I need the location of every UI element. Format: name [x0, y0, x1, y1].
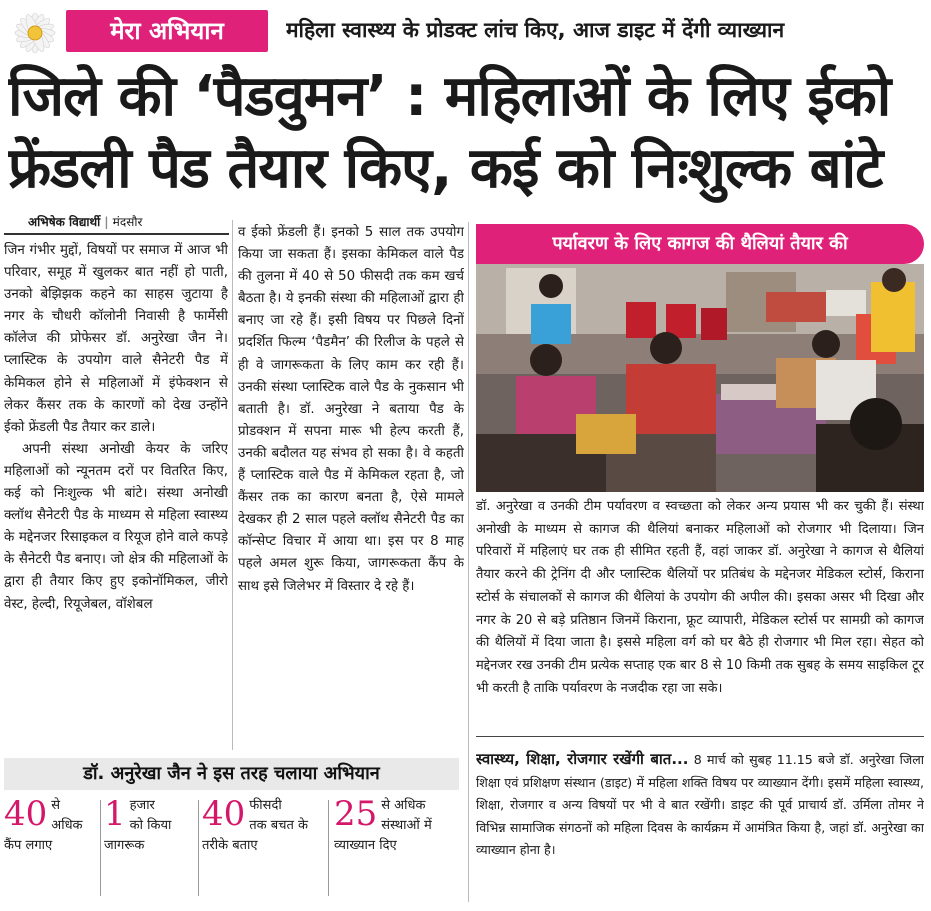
column-1-paragraph-1: जिन गंभीर मुद्दों, विषयों पर समाज में आज भी परिवार, समूह में खुलकर बात नहीं हो पाती, उनको बेझिझक कहने का साहस जुटाया है नगर के चौधरी कॉलोनी निवासी है फार्मेसी कॉलेज की प्रोफेसर डॉ. अनुरेखा जैन ने। प्लास्टिक के उपयोग वाले सैनेटरी पैड में केमिकल होने से महिलाओं में इंफेक्शन से लेकर कैंसर तक के कारणों को देख उन्होंने ईको फ्रेंडली पैड तैयार कर डाले।	[4, 243, 228, 435]
stat-label: कैंप लगाए	[4, 838, 53, 853]
feature-divider	[468, 222, 469, 902]
event-box-lead: स्वास्थ्य, शिक्षा, रोजगार रखेंगी बात...	[476, 750, 689, 768]
news-photo	[476, 264, 924, 492]
stat-number: 40	[202, 794, 246, 834]
column-2-paragraph-1: व ईको फ्रेंडली हैं। इनको 5 साल तक उपयोग किया जा सकता हैं। इसका केमिकल वाले पैड की तुलना में 40 से 50 फीसदी तक कम खर्च बैठता है। ये इनकी संस्था की महिलाओं द्वारा ही बनाए जा रहे हैं। इसी विषय पर पिछले दिनों प्रदर्शित फिल्म ‘पैडमैन’ की रिलीज के पहले से ही वे जागरूकता के लिए काम कर रही हैं। उनकी संस्था प्लास्टिक वाले पैड के नुकसान भी बताती है। डॉ. अनुरेखा ने बताया पैड के प्रोडक्शन में सपना मारू भी हेल्प करती हैं, उनकी बदौलत यह संभव हो सका है। वे कहती हैं प्लास्टिक वाले पैड में केमिकल रहता है, जो कैंसर तक का कारण बनता है, ऐसे मामले देखकर ही 2 साल पहले क्लॉथ सैनेटरी पैड का कॉन्सेप्ट विचार में आया था। इस पर 8 माह पहले अमल शुरू किया, जागरूकता कैंप के साथ इसे जिलेभर में विस्तार दे रहे हैं।	[238, 225, 464, 594]
byline-location: मंदसौर	[112, 215, 143, 229]
headline-line-1: जिले की ‘पैडवुमन’ : महिलाओं के लिए ईको	[8, 64, 891, 129]
stat-label: फीसदी	[249, 798, 282, 813]
byline	[28, 213, 142, 230]
stat-label: तरीके बताए	[202, 838, 258, 853]
box-divider	[476, 736, 924, 737]
photo-heading: पर्यावरण के लिए कागज की थैलियां तैयार की	[476, 224, 924, 264]
stat-savings	[202, 796, 322, 856]
campaign-title: डॉ. अनुरेखा जैन ने इस तरह चलाया अभियान	[4, 758, 459, 790]
kicker-headline: महिला स्वास्थ्य के प्रोडक्ट लांच किए, आज डाइट में देंगी व्याख्यान	[286, 18, 785, 42]
byline-author: अभिषेक विद्यार्थी	[28, 215, 101, 229]
byline-separator: |	[104, 215, 109, 229]
stat-number: 25	[334, 794, 378, 834]
column-divider	[232, 220, 233, 750]
article-column-1	[4, 240, 228, 755]
stat-awareness	[104, 796, 196, 856]
stat-number: 1	[104, 794, 126, 834]
event-box-body: 8 मार्च को सुबह 11.15 बजे डॉ. अनुरेखा जिला शिक्षा एवं प्रशिक्षण संस्थान (डाइट) में महिला शक्ति विषय पर व्याख्यान देंगी। इसमें महिला स्वास्थ्य, शिक्षा, रोजगार व अन्य विषयों पर भी वे बात रखेंगी। डाइट की पूर्व प्राचार्य डॉ. उर्मिला तोमर ने विभिन्न सामाजिक संगठनों को महिला दिवस के कार्यक्रम में आमंत्रित किया है, जहां डॉ. अनुरेखा का व्याख्यान होना है।	[476, 752, 924, 857]
stat-label: तक बचत के	[249, 818, 308, 833]
stat-camps	[4, 796, 100, 856]
stat-label: व्याख्यान दिए	[334, 838, 397, 853]
flower-logo	[4, 6, 66, 60]
column-1-paragraph-2: अपनी संस्था अनोखी केयर के जरिए महिलाओं को न्यूनतम दरों पर वितरित किए, कई को निःशुल्क भी बांटे। संस्था अनोखी क्लॉथ सैनेटरी पैड के माध्यम से महिला स्वास्थ्य के मद्देनजर रिसाइकल व रियूज होने वाले कपड़े के सैनेटरी पैड बनाए। जो क्षेत्र की महिलाओं के द्वारा ही तैयार किए हुए इकोनॉमिकल, जीरो वेस्ट, हेल्दी, रियूजेबल, वॉशेबल	[4, 441, 228, 612]
stat-institutions	[334, 796, 460, 856]
stat-divider	[100, 800, 101, 896]
event-box	[476, 748, 924, 898]
byline-rule	[4, 233, 229, 235]
article-column-2	[238, 222, 464, 755]
section-tag: मेरा अभियान	[66, 10, 268, 52]
stat-label: संस्थाओं में	[381, 818, 432, 833]
stat-label: को किया	[129, 818, 172, 833]
stat-label: अधिक	[51, 818, 83, 833]
stat-label: जागरूक	[104, 838, 145, 853]
stat-label: से	[51, 798, 61, 813]
stat-divider	[328, 800, 329, 896]
stat-label: से अधिक	[381, 798, 426, 813]
photo-caption: डॉ. अनुरेखा व उनकी टीम पर्यावरण व स्वच्छता को लेकर अन्य प्रयास भी कर चुकी हैं। संस्था अनोखी के माध्यम से कागज की थैलियां बनाकर महिलाओं को रोजगार भी दिलाया। जिन परिवारों में महिलाएं घर तक ही सीमित रहती हैं, वहां जाकर डॉ. अनुरेखा ने कागज से थैलियां तैयार करने की ट्रेनिंग दी और प्लास्टिक थैलियों पर प्रतिबंध के मद्देनजर मेडिकल स्टोर्स, किराना स्टोर्स के संचालकों से कागज की थैलियां के उपयोग की अपील की। इसका असर भी दिखा और नगर के 20 से बड़े प्रतिष्ठान जिनमें किराना, फ्रूट व्यापारी, मेडिकल स्टोर्स पर सामग्री को कागज की थैलियों में दिया जाता है। इससे महिला वर्ग को घर बैठे ही रोजगार भी मिल रहा। सेहत को मद्देनजर रख उनकी टीम प्रत्येक सप्ताह एक बार 8 से 10 किमी तक सुबह के समय साइकिल टूर भी करती है ताकि पर्यावरण के नजदीक रहा जा सके।	[476, 499, 924, 696]
stat-label: हजार	[129, 798, 155, 813]
stat-divider	[198, 800, 199, 896]
headline-line-2: फ्रेंडली पैड तैयार किए, कई को निःशुल्क बांटे	[8, 136, 883, 201]
stat-number: 40	[4, 794, 48, 834]
